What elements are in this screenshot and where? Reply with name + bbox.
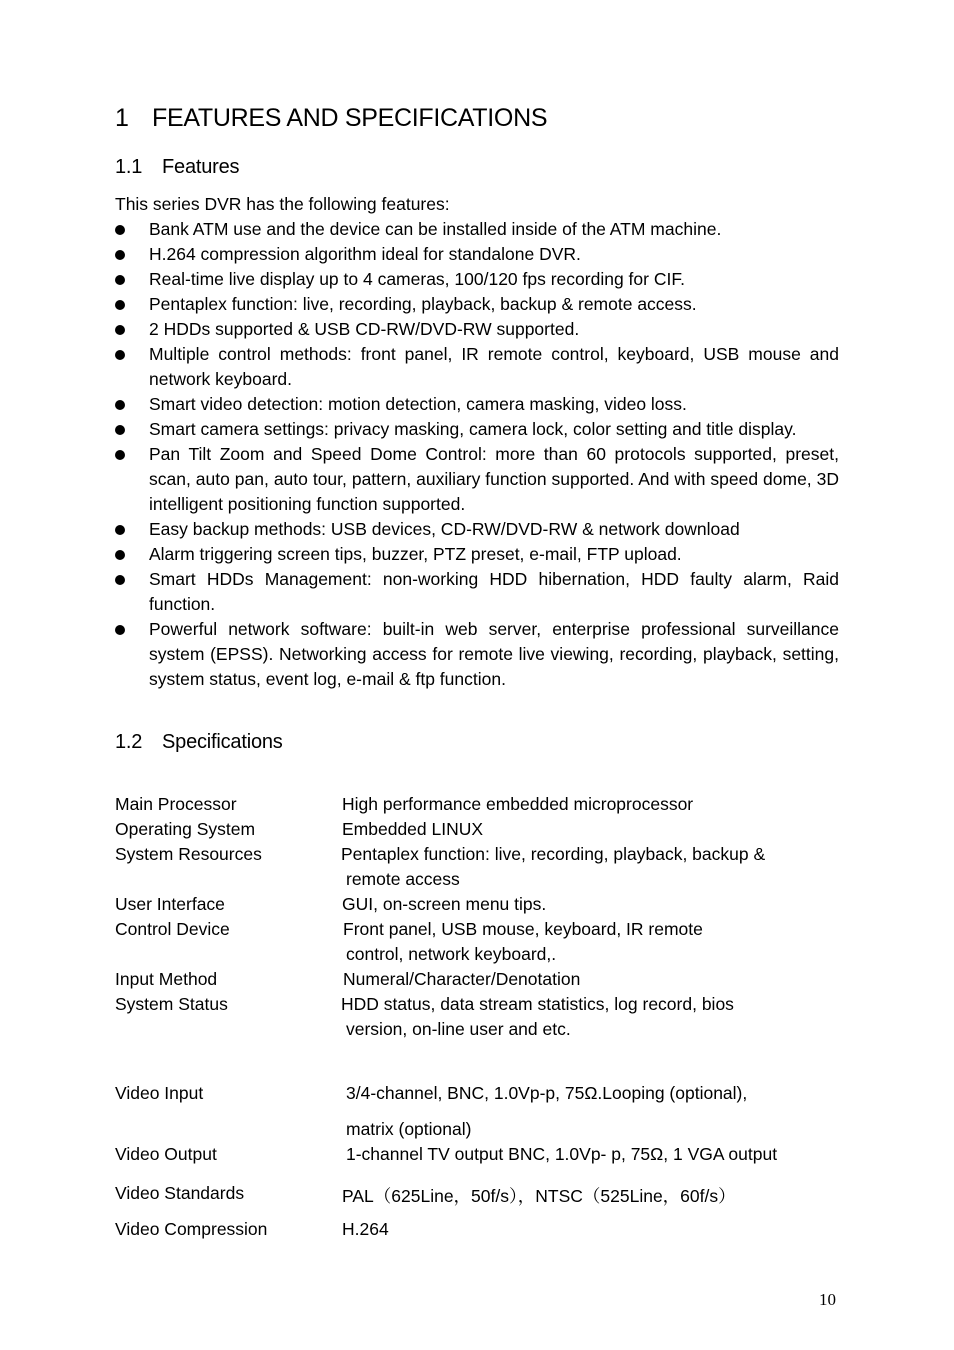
spec-label: Video Input bbox=[115, 1083, 204, 1103]
page-number: 10 bbox=[819, 1290, 836, 1309]
feature-item: Real-time live display up to 4 cameras, 100/120 fps recording for CIF. bbox=[115, 267, 839, 292]
spec-label: Operating System bbox=[115, 819, 256, 839]
spec-value: Embedded LINUX bbox=[342, 819, 484, 839]
spec-value-continued: control, network keyboard,. bbox=[346, 944, 557, 964]
feature-item: Smart HDDs Management: non-working HDD hibernation, HDD faulty alarm, Raid function. bbox=[115, 567, 839, 617]
feature-item: Multiple control methods: front panel, IR remote control, keyboard, USB mouse and network keyboard. bbox=[115, 342, 839, 392]
specifications-section-number: 1.2 bbox=[115, 731, 143, 753]
feature-item: H.264 compression algorithm ideal for standalone DVR. bbox=[115, 242, 839, 267]
spec-value-continued: version, on-line user and etc. bbox=[346, 1019, 571, 1039]
feature-item: Smart video detection: motion detection, camera masking, video loss. bbox=[115, 392, 839, 417]
spec-label: Video Output bbox=[115, 1144, 217, 1164]
spec-value: H.264 bbox=[342, 1219, 389, 1239]
chapter-title: FEATURES AND SPECIFICATIONS bbox=[152, 104, 548, 132]
feature-item: Pan Tilt Zoom and Speed Dome Control: more than 60 protocols supported, preset, scan, auto pan, auto tour, pattern, auxiliary function supported. And with speed dome, 3D intelligent positioning function supported. bbox=[115, 442, 839, 517]
spec-label: Video Standards bbox=[115, 1183, 245, 1203]
spec-value-continued: remote access bbox=[346, 869, 460, 889]
spec-value: GUI, on-screen menu tips. bbox=[342, 894, 547, 914]
feature-item: Bank ATM use and the device can be installed inside of the ATM machine. bbox=[115, 217, 839, 242]
spec-label: Input Method bbox=[115, 969, 218, 989]
feature-item: Alarm triggering screen tips, buzzer, PTZ preset, e-mail, FTP upload. bbox=[115, 542, 839, 567]
spec-label: System Status bbox=[115, 994, 228, 1014]
spec-label: User Interface bbox=[115, 894, 225, 914]
spec-value: HDD status, data stream statistics, log record, bios bbox=[341, 994, 734, 1014]
feature-item: Smart camera settings: privacy masking, camera lock, color setting and title display. bbox=[115, 417, 839, 442]
chapter-number: 1 bbox=[115, 104, 129, 132]
feature-item: Pentaplex function: live, recording, playback, backup & remote access. bbox=[115, 292, 839, 317]
spec-label: Control Device bbox=[115, 919, 230, 939]
spec-value: 3/4-channel, BNC, 1.0Vp-p, 75Ω.Looping (optional), bbox=[346, 1083, 748, 1103]
spec-label: Main Processor bbox=[115, 794, 237, 814]
feature-item: Easy backup methods: USB devices, CD-RW/DVD-RW & network download bbox=[115, 517, 839, 542]
specifications-section-title: Specifications bbox=[162, 731, 283, 753]
spec-value: Numeral/Character/Denotation bbox=[343, 969, 581, 989]
spec-value: Front panel, USB mouse, keyboard, IR remote bbox=[343, 919, 703, 939]
features-section-number: 1.1 bbox=[115, 156, 143, 178]
spec-label: System Resources bbox=[115, 844, 262, 864]
spec-value: 1-channel TV output BNC, 1.0Vp- p, 75Ω, 1 VGA output bbox=[346, 1144, 778, 1164]
spec-value: PAL（625Line，50f/s），NTSC（525Line，60f/s） bbox=[342, 1186, 736, 1206]
features-intro: This series DVR has the following features: bbox=[115, 194, 450, 214]
features-section-title: Features bbox=[162, 156, 240, 178]
spec-value: Pentaplex function: live, recording, playback, backup & bbox=[341, 844, 766, 864]
spec-label: Video Compression bbox=[115, 1219, 268, 1239]
feature-item: Powerful network software: built-in web server, enterprise professional surveillance system (EPSS). Networking access for remote live viewing, recording, playback, setting, system status, event log, e-mail & ftp function. bbox=[115, 617, 839, 692]
spec-value-continued: matrix (optional) bbox=[346, 1119, 472, 1139]
feature-item: 2 HDDs supported & USB CD-RW/DVD-RW supported. bbox=[115, 317, 839, 342]
spec-value: High performance embedded microprocessor bbox=[342, 794, 694, 814]
